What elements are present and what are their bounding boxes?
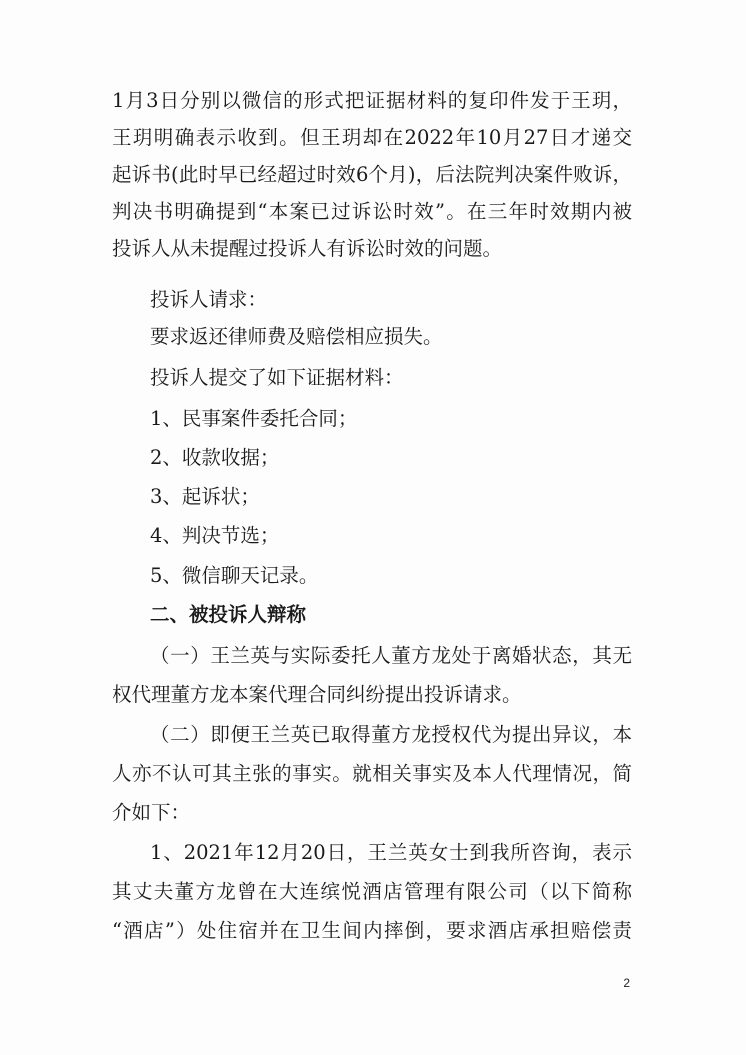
body-line: 王玥明确表示收到。但王玥却在2022年10月27日才递交 xyxy=(112,126,632,149)
body-line: 权代理董方龙本案代理合同纠纷提出投诉请求。 xyxy=(112,683,522,706)
body-line: 1、2021年12月20日，王兰英女士到我所咨询，表示 xyxy=(150,841,632,864)
evidence-item: 5、微信聊天记录。 xyxy=(150,564,319,587)
evidence-item: 2、收款收据； xyxy=(150,446,280,469)
body-line: 投诉人从未提醒过投诉人有诉讼时效的问题。 xyxy=(112,237,503,260)
body-line: 人亦不认可其主张的事实。就相关事实及本人代理情况，简 xyxy=(112,762,632,785)
evidence-item: 1、民事案件委托合同； xyxy=(150,407,358,430)
evidence-heading: 投诉人提交了如下证据材料： xyxy=(150,366,404,389)
evidence-item: 4、判决节选； xyxy=(150,524,280,547)
body-line: 1月3日分别以微信的形式把证据材料的复印件发于王玥， xyxy=(112,89,632,112)
body-line: 判决书明确提到“本案已过诉讼时效”。在三年时效期内被 xyxy=(112,200,632,223)
body-line: 其丈夫董方龙曾在大连缤悦酒店管理有限公司（以下简称 xyxy=(112,880,632,903)
body-line: （一）王兰英与实际委托人董方龙处于离婚状态，其无 xyxy=(150,644,632,667)
evidence-item: 3、起诉状； xyxy=(150,485,260,508)
section-heading: 二、被投诉人辩称 xyxy=(150,603,307,626)
body-line: 起诉书(此时早已经超过时效6个月)，后法院判决案件败诉， xyxy=(112,163,632,186)
body-line: 介如下： xyxy=(112,801,191,824)
page-number: 2 xyxy=(623,976,630,990)
body-line: “酒店”）处住宿并在卫生间内摔倒，要求酒店承担赔偿责 xyxy=(112,919,632,942)
request-text: 要求返还律师费及赔偿相应损失。 xyxy=(150,325,443,348)
request-heading: 投诉人请求： xyxy=(150,288,268,311)
body-line: （二）即便王兰英已取得董方龙授权代为提出异议，本 xyxy=(150,723,632,746)
